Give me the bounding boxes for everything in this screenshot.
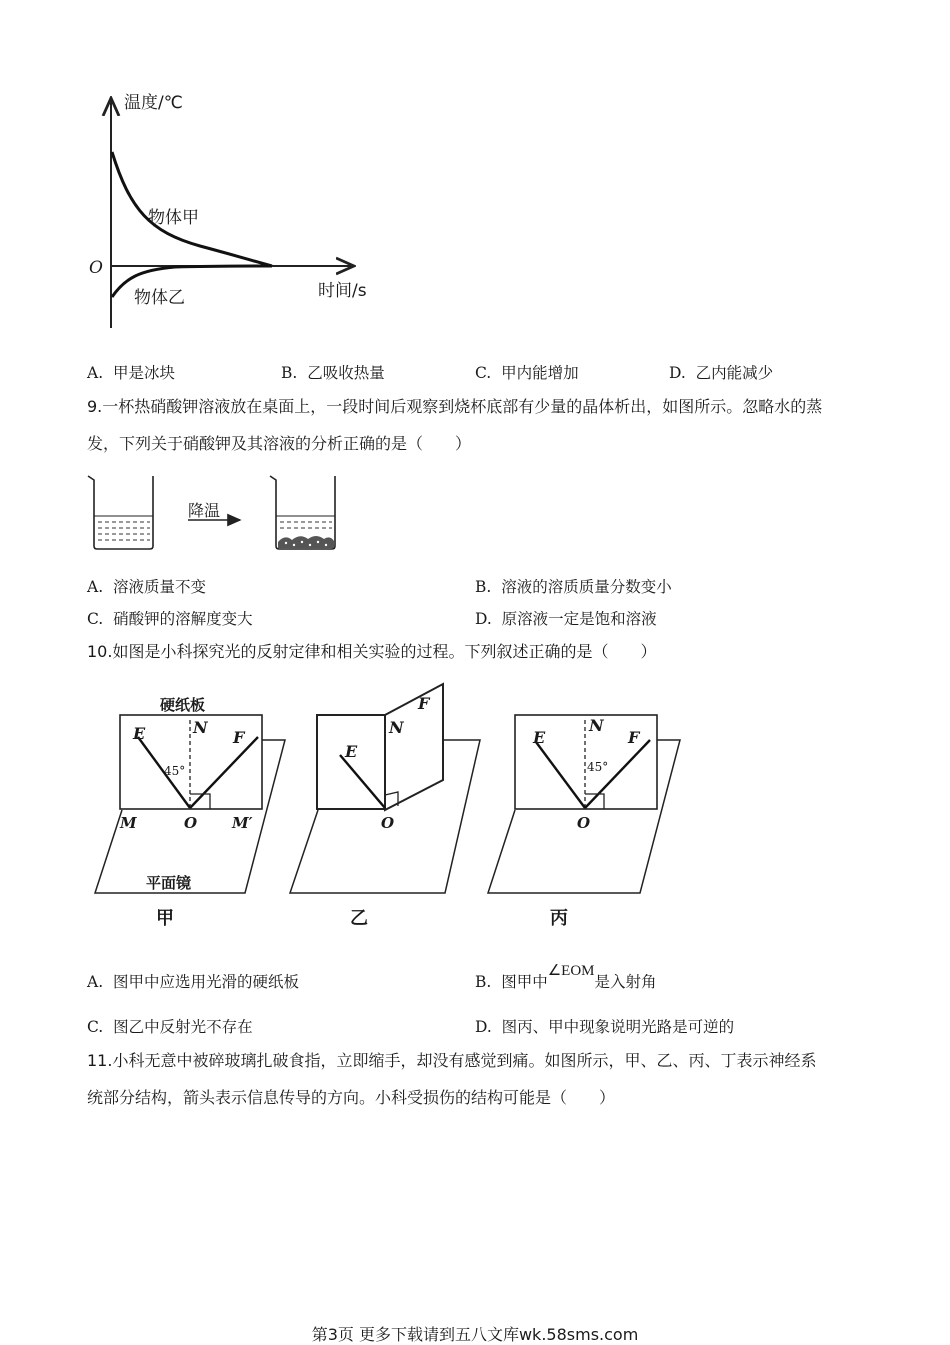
label-m-prime: M′ (232, 814, 253, 832)
beaker-left (88, 476, 153, 549)
q9-option-d[interactable]: D. 原溶液一定是饱和溶液 (475, 610, 657, 628)
q9-option-b[interactable]: B. 溶液的溶质质量分数变小 (475, 578, 672, 596)
label-n-bing: N (589, 716, 604, 735)
reflection-svg (0, 680, 950, 940)
x-axis-label: 时间/s (318, 281, 367, 301)
q9-stem-line1: 9.一杯热硝酸钾溶液放在桌面上，一段时间后观察到烧杯底部有少量的晶体析出，如图所示。忽略水的蒸 (87, 397, 823, 416)
angle-label-bing: 45° (587, 760, 609, 774)
temperature-graph (0, 0, 400, 340)
label-o-bing: O (577, 814, 591, 832)
figure-bing (488, 715, 680, 893)
label-f-jia: F (233, 728, 245, 747)
y-axis-label: 温度/℃ (124, 93, 183, 113)
q9-option-c[interactable]: C. 硝酸钾的溶解度变大 (87, 610, 253, 628)
caption-jia: 甲 (156, 908, 174, 929)
label-n-jia: N (193, 718, 208, 737)
figure-jia (95, 715, 285, 893)
q11-stem-line1: 11.小科无意中被碎玻璃扎破食指，立即缩手，却没有感觉到痛。如图所示，甲、乙、丙、丁表示神经系 (87, 1051, 817, 1070)
caption-bing: 丙 (550, 908, 568, 929)
q8-option-b[interactable]: B. 乙吸收热量 (281, 364, 385, 382)
curve-jia-label: 物体甲 (148, 208, 199, 228)
q10-option-b[interactable]: B. 图甲中∠EOM是入射角 (475, 963, 657, 991)
q10-option-d[interactable]: D. 图丙、甲中现象说明光路是可逆的 (475, 1018, 735, 1036)
mirror-label: 平面镜 (146, 874, 192, 892)
label-f-bing: F (628, 728, 640, 747)
label-o-yi: O (381, 814, 395, 832)
beaker-figure (80, 470, 380, 560)
q8-option-d[interactable]: D. 乙内能减少 (669, 364, 774, 382)
figure-yi (290, 684, 480, 893)
q10-option-c[interactable]: C. 图乙中反射光不存在 (87, 1018, 253, 1036)
beaker-svg (80, 470, 380, 560)
angle-eom: ∠EOM (547, 963, 595, 979)
cooling-label: 降温 (188, 501, 221, 520)
angle-label-jia: 45° (164, 764, 186, 778)
q9-option-a[interactable]: A. 溶液质量不变 (87, 578, 206, 596)
q8-option-c[interactable]: C. 甲内能增加 (475, 364, 579, 382)
q9-stem-line2: 发，下列关于硝酸钾及其溶液的分析正确的是（ ） (87, 434, 472, 453)
reflection-figure (0, 680, 950, 940)
board-label: 硬纸板 (160, 696, 206, 714)
label-f-yi: F (418, 694, 430, 713)
label-e-bing: E (533, 728, 546, 747)
q10-option-a[interactable]: A. 图甲中应选用光滑的硬纸板 (87, 973, 299, 991)
q10-stem: 10.如图是小科探究光的反射定律和相关实验的过程。下列叙述正确的是（ ） (87, 642, 657, 661)
caption-yi: 乙 (350, 908, 368, 929)
label-e-yi: E (345, 742, 358, 761)
curve-yi-label: 物体乙 (134, 288, 185, 308)
label-o-jia: O (184, 814, 198, 832)
origin-label: O (89, 258, 103, 278)
label-e-jia: E (133, 724, 146, 743)
q11-stem-line2: 统部分结构，箭头表示信息传导的方向。小科受损伤的结构可能是（ ） (87, 1088, 616, 1107)
page-footer: 第3页 更多下载请到五八文库wk.58sms.com (311, 1325, 639, 1344)
q8-option-a[interactable]: A. 甲是冰块 (87, 364, 175, 382)
label-m: M (120, 814, 137, 832)
label-n-yi: N (389, 718, 404, 737)
